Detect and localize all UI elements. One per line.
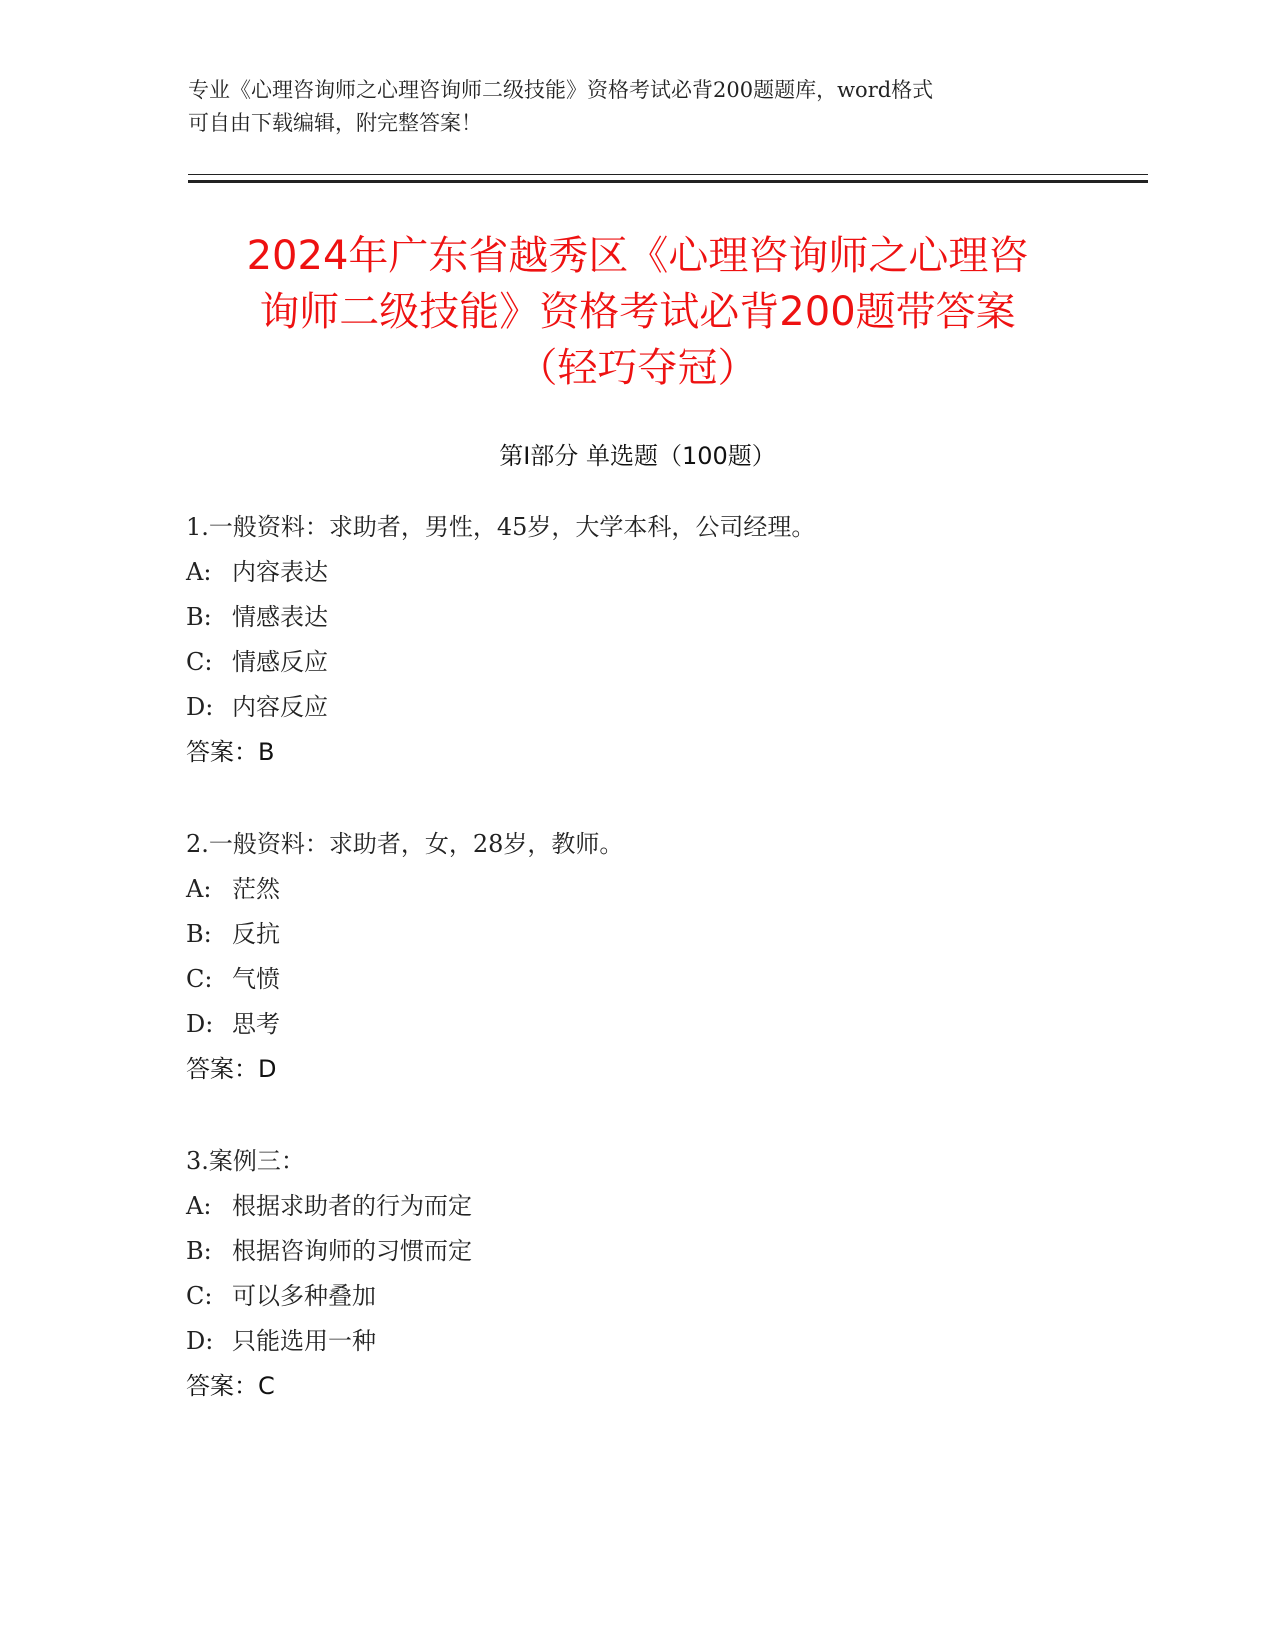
answer-line: 答案：B: [186, 738, 275, 766]
option-letter: D:: [186, 1010, 214, 1038]
option-letter: A:: [186, 875, 212, 903]
option-letter: C:: [186, 648, 213, 676]
option-text: 内容反应: [232, 693, 328, 721]
option-letter: C:: [186, 1282, 213, 1310]
question-3: [186, 1139, 1186, 1409]
option-c: [186, 1274, 1186, 1319]
question-stem: 3.案例三：: [186, 1147, 305, 1175]
header-divider-thick: [188, 180, 1148, 183]
option-d: [186, 685, 1186, 730]
answer-line: 答案：C: [186, 1372, 275, 1400]
option-b: [186, 912, 1186, 957]
option-text: 只能选用一种: [232, 1327, 376, 1355]
option-letter: D:: [186, 1327, 214, 1355]
option-text: 气愤: [232, 965, 280, 993]
answer-line: 答案：D: [186, 1055, 277, 1083]
option-letter: A:: [186, 558, 212, 586]
header-divider-thin: [188, 174, 1148, 175]
title-line-2: 询师二级技能》资格考试必背200题带答案: [259, 289, 1016, 335]
intro-text: [188, 74, 1088, 140]
option-text: 反抗: [232, 920, 280, 948]
option-text: 根据咨询师的习惯而定: [232, 1237, 472, 1265]
question-2: [186, 822, 1186, 1092]
option-letter: C:: [186, 965, 213, 993]
option-text: 根据求助者的行为而定: [232, 1192, 472, 1220]
option-text: 思考: [232, 1010, 280, 1038]
option-letter: D:: [186, 693, 214, 721]
option-d: [186, 1319, 1186, 1364]
option-text: 情感表达: [232, 603, 328, 631]
option-letter: B:: [186, 603, 212, 631]
intro-line-2: 可自由下载编辑，附完整答案！: [188, 111, 482, 135]
option-a: [186, 867, 1186, 912]
option-c: [186, 640, 1186, 685]
option-b: [186, 1229, 1186, 1274]
option-a: [186, 1184, 1186, 1229]
question-stem: 1.一般资料：求助者，男性，45岁，大学本科，公司经理。: [186, 513, 816, 541]
option-letter: B:: [186, 920, 212, 948]
question-stem: 2.一般资料：求助者，女，28岁，教师。: [186, 830, 624, 858]
option-a: [186, 550, 1186, 595]
document-title: [140, 228, 1135, 396]
option-text: 情感反应: [232, 648, 328, 676]
option-text: 茫然: [232, 875, 280, 903]
title-line-3: （轻巧夺冠）: [517, 345, 758, 391]
option-c: [186, 957, 1186, 1002]
option-letter: B:: [186, 1237, 212, 1265]
question-1: [186, 505, 1186, 775]
option-letter: A:: [186, 1192, 212, 1220]
section-title: 第Ⅰ部分 单选题（100题）: [499, 442, 776, 470]
option-b: [186, 595, 1186, 640]
intro-line-1: 专业《心理咨询师之心理咨询师二级技能》资格考试必背200题题库，word格式: [188, 78, 934, 102]
option-text: 可以多种叠加: [232, 1282, 376, 1310]
option-d: [186, 1002, 1186, 1047]
option-text: 内容表达: [232, 558, 328, 586]
title-line-1: 2024年广东省越秀区《心理咨询师之心理咨: [246, 233, 1029, 279]
